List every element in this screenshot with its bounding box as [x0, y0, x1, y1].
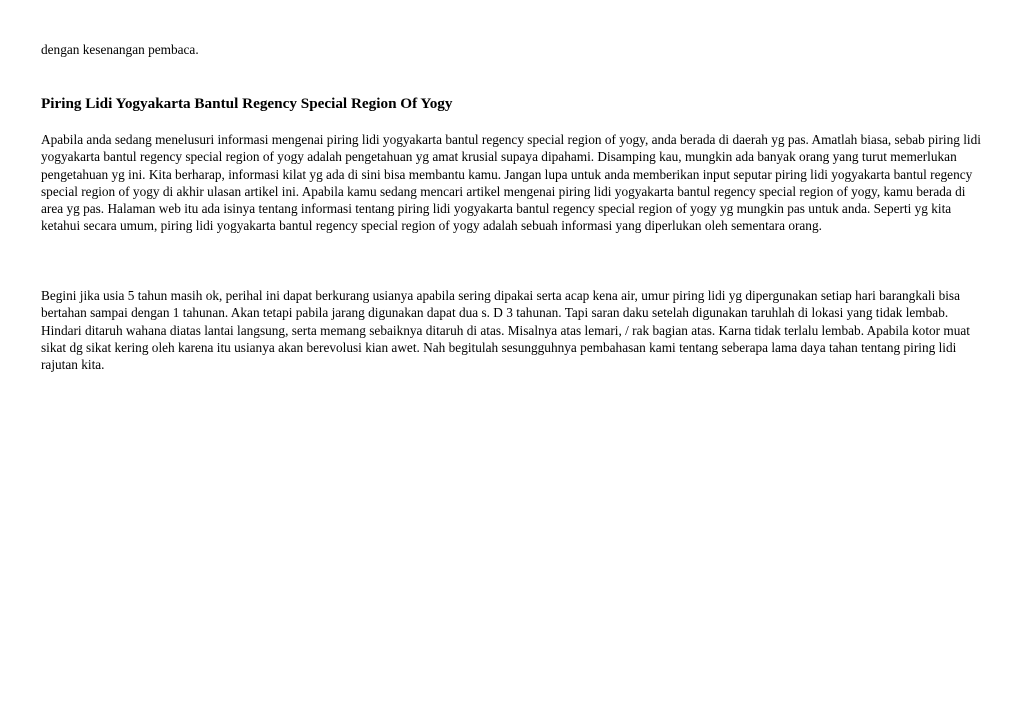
article-heading: Piring Lidi Yogyakarta Bantul Regency Special Region Of Yogy: [41, 95, 453, 112]
lead-fragment-text: dengan kesenangan pembaca.: [41, 42, 199, 57]
body-paragraph-2: Begini jika usia 5 tahun masih ok, perihal ini dapat berkurang usianya apabila sering dipakai serta acap kena air, umur piring lidi yg dipergunakan setiap hari barangkali bisa bertahan sampai dengan 1 tahunan. Akan tetapi pabila jarang digunakan dapat dua s. D 3 tahunan. Tapi saran daku setelah digunakan taruhlah di lokasi yang tidak lembab. Hindari ditaruh wahana diatas lantai langsung, serta memang sebaiknya ditaruh di atas. Misalnya atas lemari, / rak bagian atas. Karna tidak terlalu lembab. Apabila kotor muat sikat dg sikat kering oleh karena itu usianya akan berevolusi kian awet. Nah begitulah sesungguhnya pembahasan kami tentang seberapa lama daya tahan tentang piring lidi rajutan kita.: [41, 288, 971, 373]
body-paragraph-1: Apabila anda sedang menelusuri informasi mengenai piring lidi yogyakarta bantul regency special region of yogy, anda berada di daerah yg pas. Amatlah biasa, sebab piring lidi yogyakarta bantul regency special region of yogy adalah pengetahuan yg amat krusial supaya dipahami. Disamping kau, mungkin ada banyak orang yang turut memerlukan pengetahuan yg ini. Kita berharap, informasi kilat yg ada di sini bisa membantu kamu. Jangan lupa untuk anda memberikan input seputar piring lidi yogyakarta bantul regency special region of yogy di akhir ulasan artikel ini. Apabila kamu sedang mencari artikel mengenai piring lidi yogyakarta bantul regency special region of yogy, kamu berada di area yg pas. Halaman web itu ada isinya tentang informasi tentang piring lidi yogyakarta bantul regency special region of yogy yg mungkin pas untuk anda. Seperti yg kita ketahui secara umum, piring lidi yogyakarta bantul regency special region of yogy adalah sebuah informasi yang diperlukan oleh sementara orang.: [41, 132, 981, 234]
